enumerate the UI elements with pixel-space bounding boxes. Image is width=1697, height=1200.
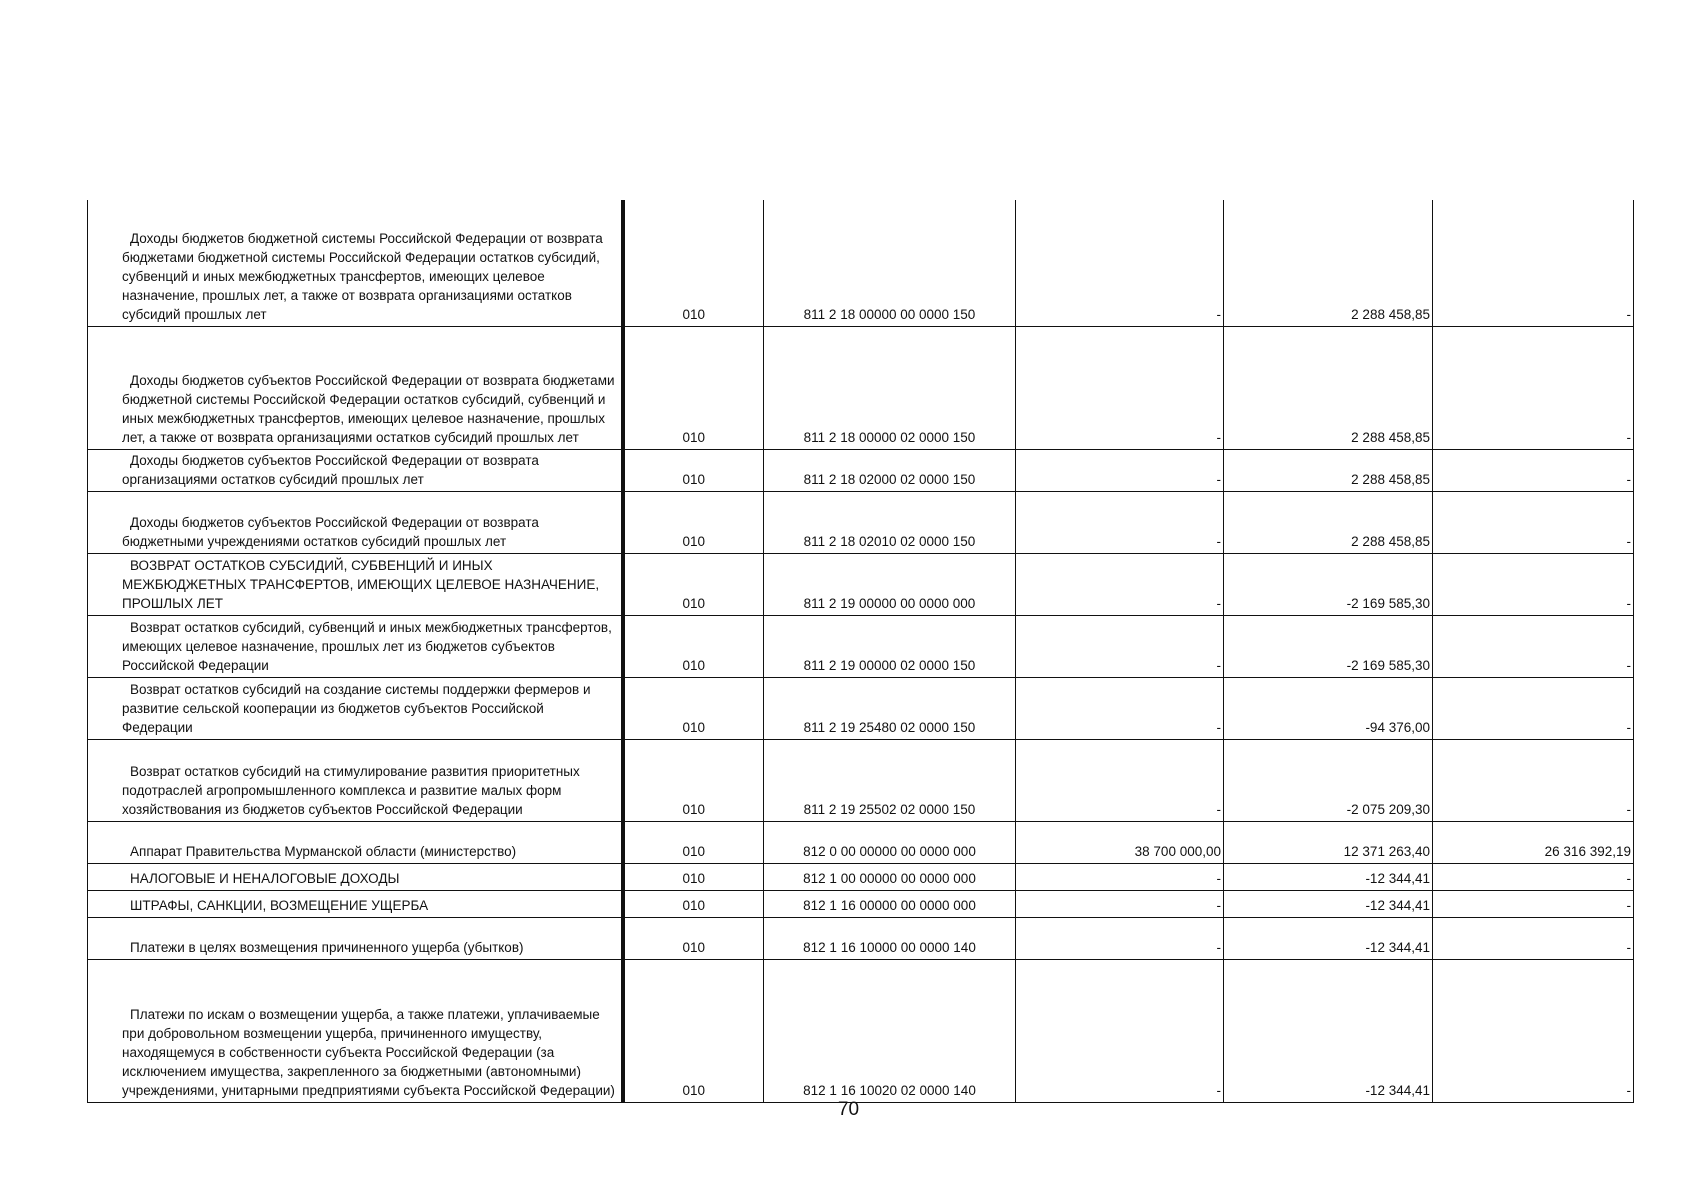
row-executed: 12 371 263,40 xyxy=(1224,821,1433,863)
row-budget-code: 812 1 16 10000 00 0000 140 xyxy=(764,917,1016,959)
row-unexecuted: - xyxy=(1433,959,1634,1102)
table-body xyxy=(88,200,1634,1102)
row-budget-code: 812 1 16 00000 00 0000 000 xyxy=(764,890,1016,917)
table-row xyxy=(88,491,1634,553)
row-budget-code: 811 2 18 00000 02 0000 150 xyxy=(764,326,1016,449)
row-name: Доходы бюджетов бюджетной системы Российской Федерации от возврата бюджетами бюджетной системы Российской Федерации остатков субсидий, субвенций и иных межбюджетных трансфертов, имеющих целевое назначение, прошлых лет, а также от возврата организациями остатков субсидий прошлых лет xyxy=(88,200,623,326)
row-name: Возврат остатков субсидий на создание системы поддержки фермеров и развитие сельской кооперации из бюджетов субъектов Российской Федерации xyxy=(88,677,623,739)
table-row xyxy=(88,917,1634,959)
row-approved: - xyxy=(1016,739,1224,821)
row-name: ВОЗВРАТ ОСТАТКОВ СУБСИДИЙ, СУБВЕНЦИЙ И ИНЫХ МЕЖБЮДЖЕТНЫХ ТРАНСФЕРТОВ, ИМЕЮЩИХ ЦЕЛЕВОЕ НАЗНАЧЕНИЕ, ПРОШЛЫХ ЛЕТ xyxy=(88,553,623,615)
table-row xyxy=(88,890,1634,917)
row-approved: - xyxy=(1016,553,1224,615)
table-row xyxy=(88,863,1634,890)
row-line-code: 010 xyxy=(623,821,764,863)
row-line-code: 010 xyxy=(623,959,764,1102)
row-unexecuted: - xyxy=(1433,615,1634,677)
row-name: ШТРАФЫ, САНКЦИИ, ВОЗМЕЩЕНИЕ УЩЕРБА xyxy=(88,890,623,917)
row-name: НАЛОГОВЫЕ И НЕНАЛОГОВЫЕ ДОХОДЫ xyxy=(88,863,623,890)
row-line-code: 010 xyxy=(623,890,764,917)
row-name: Возврат остатков субсидий, субвенций и иных межбюджетных трансфертов, имеющих целевое назначение, прошлых лет из бюджетов субъектов Российской Федерации xyxy=(88,615,623,677)
row-budget-code: 811 2 19 00000 00 0000 000 xyxy=(764,553,1016,615)
row-line-code: 010 xyxy=(623,326,764,449)
row-name: Платежи по искам о возмещении ущерба, а также платежи, уплачиваемые при добровольном возмещении ущерба, причиненного имуществу, находящемуся в собственности субъекта Российской Федерации (за исключением имущества, закрепленного за бюджетными (автономными) учреждениями, унитарными предприятиями субъекта Российской Федерации) xyxy=(88,959,623,1102)
row-budget-code: 811 2 19 25480 02 0000 150 xyxy=(764,677,1016,739)
row-unexecuted: - xyxy=(1433,739,1634,821)
row-line-code: 010 xyxy=(623,200,764,326)
row-approved: 38 700 000,00 xyxy=(1016,821,1224,863)
row-budget-code: 812 1 16 10020 02 0000 140 xyxy=(764,959,1016,1102)
row-name: Доходы бюджетов субъектов Российской Федерации от возврата бюджетными учреждениями остатков субсидий прошлых лет xyxy=(88,491,623,553)
row-budget-code: 811 2 18 02000 02 0000 150 xyxy=(764,449,1016,491)
row-executed: -94 376,00 xyxy=(1224,677,1433,739)
row-line-code: 010 xyxy=(623,491,764,553)
row-budget-code: 811 2 18 02010 02 0000 150 xyxy=(764,491,1016,553)
table-row xyxy=(88,739,1634,821)
row-line-code: 010 xyxy=(623,917,764,959)
row-name: Платежи в целях возмещения причиненного ущерба (убытков) xyxy=(88,917,623,959)
row-executed: 2 288 458,85 xyxy=(1224,200,1433,326)
row-executed: -12 344,41 xyxy=(1224,917,1433,959)
row-approved: - xyxy=(1016,917,1224,959)
row-executed: 2 288 458,85 xyxy=(1224,326,1433,449)
table-row xyxy=(88,615,1634,677)
table-row xyxy=(88,553,1634,615)
row-budget-code: 811 2 19 00000 02 0000 150 xyxy=(764,615,1016,677)
row-name: Возврат остатков субсидий на стимулирование развития приоритетных подотраслей агропромышленного комплекса и развитие малых форм хозяйствования из бюджетов субъектов Российской Федерации xyxy=(88,739,623,821)
row-approved: - xyxy=(1016,890,1224,917)
row-unexecuted: - xyxy=(1433,917,1634,959)
row-approved: - xyxy=(1016,863,1224,890)
table-row xyxy=(88,959,1634,1102)
table-row xyxy=(88,449,1634,491)
row-unexecuted: - xyxy=(1433,200,1634,326)
table-row xyxy=(88,677,1634,739)
row-unexecuted: - xyxy=(1433,890,1634,917)
row-executed: -2 169 585,30 xyxy=(1224,553,1433,615)
page-number: 70 xyxy=(837,1099,860,1120)
row-unexecuted: - xyxy=(1433,449,1634,491)
row-unexecuted: - xyxy=(1433,863,1634,890)
row-line-code: 010 xyxy=(623,677,764,739)
row-budget-code: 811 2 19 25502 02 0000 150 xyxy=(764,739,1016,821)
row-approved: - xyxy=(1016,615,1224,677)
table-row xyxy=(88,821,1634,863)
row-executed: -2 169 585,30 xyxy=(1224,615,1433,677)
row-line-code: 010 xyxy=(623,615,764,677)
table-row xyxy=(88,200,1634,326)
row-line-code: 010 xyxy=(623,449,764,491)
row-unexecuted: - xyxy=(1433,677,1634,739)
row-approved: - xyxy=(1016,491,1224,553)
row-approved: - xyxy=(1016,326,1224,449)
row-executed: -12 344,41 xyxy=(1224,959,1433,1102)
row-executed: -12 344,41 xyxy=(1224,863,1433,890)
row-approved: - xyxy=(1016,200,1224,326)
row-approved: - xyxy=(1016,449,1224,491)
row-executed: -12 344,41 xyxy=(1224,890,1433,917)
row-unexecuted: - xyxy=(1433,553,1634,615)
row-budget-code: 811 2 18 00000 00 0000 150 xyxy=(764,200,1016,326)
row-line-code: 010 xyxy=(623,553,764,615)
row-executed: 2 288 458,85 xyxy=(1224,449,1433,491)
budget-revenue-table xyxy=(87,200,1634,1103)
row-line-code: 010 xyxy=(623,739,764,821)
row-name: Доходы бюджетов субъектов Российской Федерации от возврата организациями остатков субсидий прошлых лет xyxy=(88,449,623,491)
row-line-code: 010 xyxy=(623,863,764,890)
row-name: Доходы бюджетов субъектов Российской Федерации от возврата бюджетами бюджетной системы Российской Федерации остатков субсидий, субвенций и иных межбюджетных трансфертов, имеющих целевое назначение, прошлых лет, а также от возврата организациями остатков субсидий прошлых лет xyxy=(88,326,623,449)
row-approved: - xyxy=(1016,959,1224,1102)
row-name: Аппарат Правительства Мурманской области (министерство) xyxy=(88,821,623,863)
row-unexecuted: - xyxy=(1433,491,1634,553)
row-approved: - xyxy=(1016,677,1224,739)
row-unexecuted: 26 316 392,19 xyxy=(1433,821,1634,863)
row-budget-code: 812 1 00 00000 00 0000 000 xyxy=(764,863,1016,890)
row-unexecuted: - xyxy=(1433,326,1634,449)
row-budget-code: 812 0 00 00000 00 0000 000 xyxy=(764,821,1016,863)
row-executed: 2 288 458,85 xyxy=(1224,491,1433,553)
row-executed: -2 075 209,30 xyxy=(1224,739,1433,821)
table-row xyxy=(88,326,1634,449)
